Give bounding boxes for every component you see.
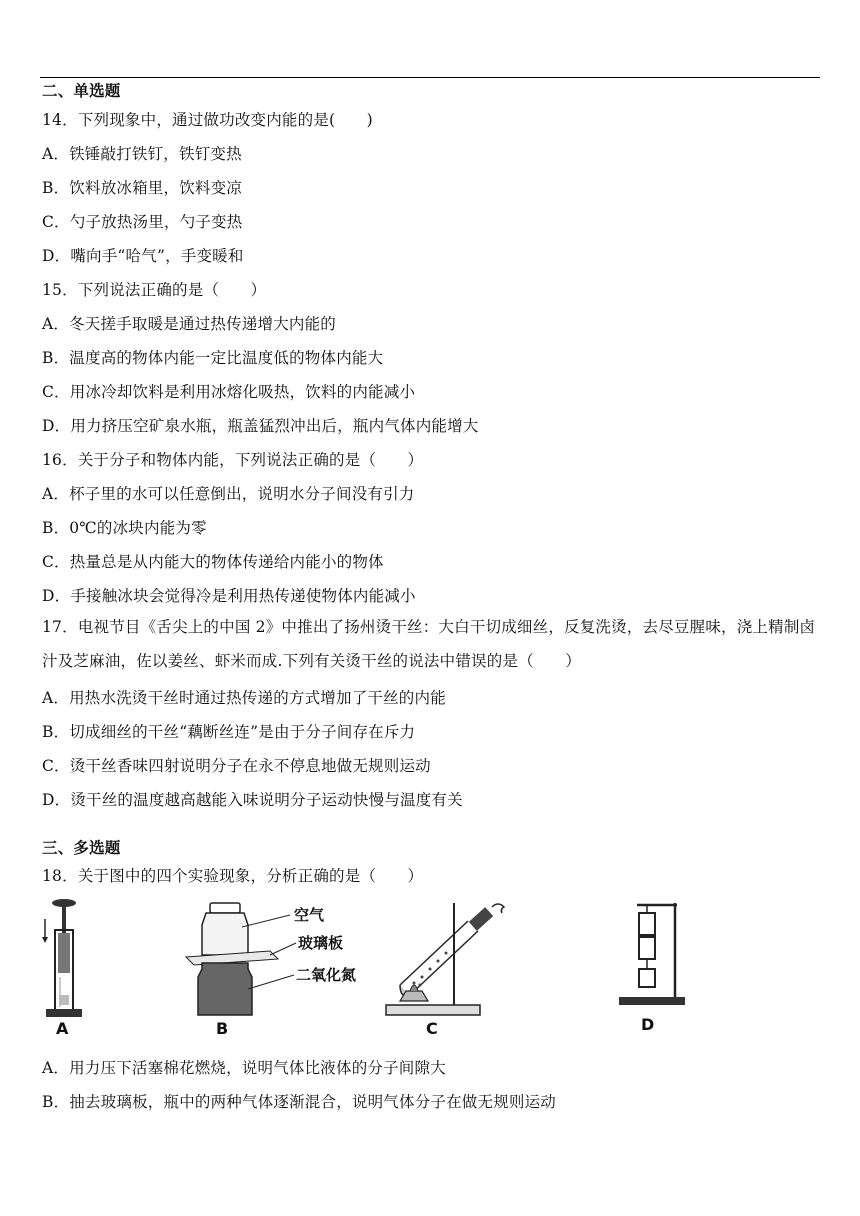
question-14-stem: 14．下列现象中，通过做功改变内能的是( ) xyxy=(42,111,373,129)
figure-b-air-label: 空气 xyxy=(294,906,325,924)
question-14-option-a: A．铁锤敲打铁钉，铁钉变热 xyxy=(42,145,242,163)
question-14-option-c: C．勺子放热汤里，勺子变热 xyxy=(42,213,243,231)
figure-b-glass-plate-label: 玻璃板 xyxy=(298,934,344,952)
figure-c-test-tube-heating xyxy=(382,901,532,1046)
figure-b-label: B xyxy=(216,1019,229,1038)
question-18-option-b: B．抽去玻璃板，瓶中的两种气体逐渐混合，说明气体分子在做无规则运动 xyxy=(42,1093,556,1111)
question-14-option-d: D．嘴向手“哈气”，手变暖和 xyxy=(42,247,244,265)
question-17-stem: 17．电视节目《舌尖上的中国 2》中推出了扬州烫干丝：大白干切成细丝，反复洗烫，去尽豆腥味，浇上精制卤汁及芝麻油，佐以姜丝、虾米而成.下列有关烫干丝的说法中错误的是（ ） xyxy=(42,618,816,670)
question-16-option-a: A．杯子里的水可以任意倒出，说明水分子间没有引力 xyxy=(42,485,415,503)
question-15-stem: 15．下列说法正确的是（ ） xyxy=(42,281,267,299)
question-18-option-a: A．用力压下活塞棉花燃烧，说明气体比液体的分子间隙大 xyxy=(42,1059,446,1077)
figure-a-fire-syringe xyxy=(40,895,100,1040)
question-17-option-b: B．切成细丝的干丝“藕断丝连”是由于分子间存在斥力 xyxy=(42,723,416,741)
question-16-option-b: B．0℃的冰块内能为零 xyxy=(42,519,207,537)
question-15-option-c: C．用冰冷却饮料是利用冰熔化吸热，饮料的内能减小 xyxy=(42,383,416,401)
question-16-option-d: D．手接触冰块会觉得冷是利用热传递使物体内能减小 xyxy=(42,587,416,605)
question-15-option-a: A．冬天搓手取暖是通过热传递增大内能的 xyxy=(42,315,336,333)
question-17-option-d: D．烫干丝的温度越高越能入味说明分子运动快慢与温度有关 xyxy=(42,791,463,809)
figure-d-label: D xyxy=(641,1015,655,1034)
question-14-option-b: B．饮料放冰箱里，饮料变凉 xyxy=(42,179,242,197)
question-15-option-b: B．温度高的物体内能一定比温度低的物体内能大 xyxy=(42,349,384,367)
figure-b-gas-diffusion xyxy=(182,897,362,1042)
question-16-option-c: C．热量总是从内能大的物体传递给内能小的物体 xyxy=(42,553,384,571)
question-17-option-a: A．用热水洗烫干丝时通过热传递的方式增加了干丝的内能 xyxy=(42,689,446,707)
question-17-option-c: C．烫干丝香味四射说明分子在永不停息地做无规则运动 xyxy=(42,757,431,775)
question-18-figures xyxy=(40,895,800,1040)
figure-d-lead-blocks xyxy=(615,901,695,1046)
question-15-option-d: D．用力挤压空矿泉水瓶，瓶盖猛烈冲出后，瓶内气体内能增大 xyxy=(42,417,479,435)
figure-a-label: A xyxy=(56,1019,69,1038)
figure-c-label: C xyxy=(426,1019,438,1038)
header-rule xyxy=(40,77,820,78)
question-18-stem: 18．关于图中的四个实验现象，分析正确的是（ ） xyxy=(42,867,424,885)
section-heading-multiple-choice: 三、多选题 xyxy=(42,838,121,857)
section-heading-single-choice: 二、单选题 xyxy=(42,81,121,100)
figure-b-no2-label: 二氧化氮 xyxy=(296,966,357,984)
question-16-stem: 16．关于分子和物体内能，下列说法正确的是（ ） xyxy=(42,451,424,469)
